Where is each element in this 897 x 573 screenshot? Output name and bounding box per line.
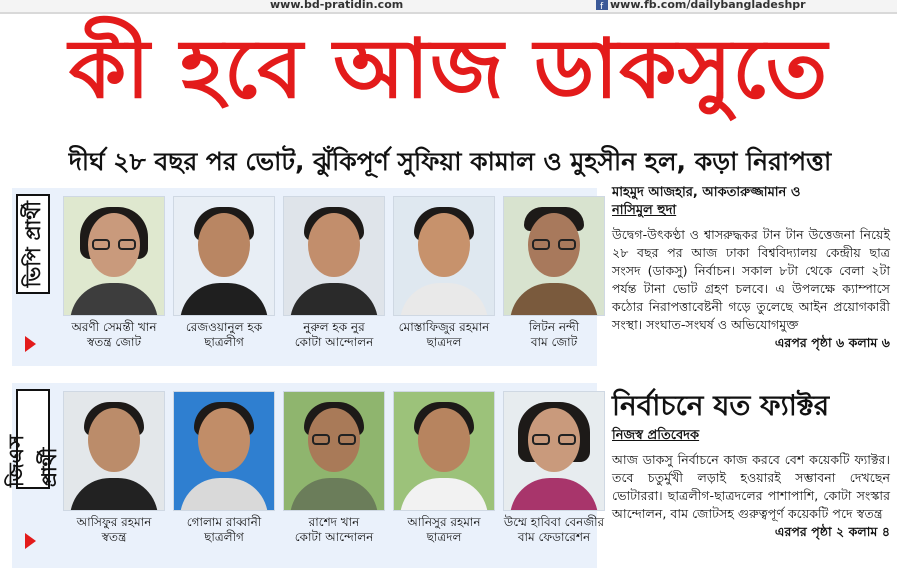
story-body (612, 226, 890, 350)
sub-headline: দীর্ঘ ২৮ বছর পর ভোট, ঝুঁকিপূর্ণ সুফিয়া কামাল ও মুহসীন হল, কড়া নিরাপত্তা (68, 147, 832, 176)
candidate-party: স্বতন্ত্র জোট (86, 335, 142, 349)
gs-side (4, 383, 61, 568)
byline-line-1: মাহমুদ আজহার, আকতারুজ্জামান ও (612, 185, 801, 200)
candidate-card (58, 196, 170, 350)
candidate-party: কোটা আন্দোলন (294, 335, 374, 349)
vp-candidates-band (12, 188, 597, 366)
candidate-party: কোটা আন্দোলন (294, 530, 374, 544)
candidate-party: বাম জোট (530, 335, 578, 349)
lead-story (612, 184, 890, 352)
candidate-party: ছাত্রদল (426, 335, 462, 349)
candidate-card (498, 391, 610, 545)
candidate-party: বাম ফেডারেশন (517, 530, 591, 544)
candidate-name: গোলাম রাব্বানী (186, 515, 262, 529)
facebook-icon (596, 0, 608, 10)
vp-side (12, 188, 50, 366)
candidate-party: ছাত্রদল (426, 530, 462, 544)
candidate-photo (173, 391, 275, 511)
continued-link[interactable]: এরপর পৃষ্ঠা ৬ কলাম ৬ (774, 335, 890, 350)
candidate-name: অরণী সেমন্তী খান (71, 320, 157, 334)
gs-candidates-band (4, 383, 605, 568)
second-story (612, 383, 890, 541)
candidate-party: ছাত্রলীগ (204, 335, 244, 349)
svg-text:f: f (600, 2, 604, 10)
candidate-card (58, 391, 170, 545)
candidate-name: নুরুল হক নুর (303, 320, 365, 334)
candidate-photo (283, 196, 385, 316)
continued-link[interactable]: এরপর পৃষ্ঠা ২ কলাম ৪ (774, 524, 890, 539)
candidate-name: আনিসুর রহমান (407, 515, 481, 529)
candidate-name: রাশেদ খান (308, 515, 360, 529)
candidate-card (278, 196, 390, 350)
candidate-name: লিটন নন্দী (528, 320, 580, 334)
candidate-photo (393, 196, 495, 316)
candidate-party: স্বতন্ত্র (101, 530, 127, 544)
candidate-card (388, 196, 500, 350)
vp-label: ভিপি প্রার্থী (20, 200, 45, 288)
candidate-name: রেজওয়ানুল হক (185, 320, 263, 334)
candidate-photo (503, 196, 605, 316)
candidate-card (388, 391, 500, 545)
arrow-icon (25, 336, 36, 352)
top-strip (0, 0, 897, 14)
vp-label-box (16, 194, 50, 294)
candidate-photo (173, 196, 275, 316)
arrow-icon (25, 533, 36, 549)
candidate-photo (63, 391, 165, 511)
candidate-name: মোস্তাফিজুর রহমান (398, 320, 490, 334)
candidate-card (168, 196, 280, 350)
facebook-url[interactable]: www.fb.com/dailybangladeshpr (610, 0, 806, 11)
byline-line-2: নাসিমুল হুদা (612, 203, 677, 218)
candidate-card (278, 391, 390, 545)
candidate-photo (393, 391, 495, 511)
candidate-card (498, 196, 610, 350)
gs-label: জিএস প্রার্থী (4, 434, 61, 487)
candidate-name: উম্মে হাবিবা বেনজীর (503, 515, 605, 529)
candidate-photo (63, 196, 165, 316)
candidate-photo (283, 391, 385, 511)
story-byline: নিজস্ব প্রতিবেদক (612, 428, 700, 443)
story-text: উদ্বেগ-উৎকণ্ঠা ও শ্বাসরুদ্ধকর টান টান উত্তেজনা নিয়েই ২৮ বছর পর আজ ঢাকা বিশ্ববিদ্যালয় কেন্দ্রীয় ছাত্র সংসদ (ডাকসু) নির্বাচন। সকাল ৮টা থেকে বেলা ২টা পর্যন্ত টানা ভোট গ্রহণ চলবে। এ উপলক্ষে ক্যাম্পাসে কঠোর নিরাপত্তাবেষ্টনী গড়ে তুলেছে আইন প্রয়োগকারী সংস্থা। সংঘাত-সংঘর্ষ ও অভিযোগমুক্ত (612, 227, 890, 332)
story-body (612, 451, 890, 539)
candidate-party: ছাত্রলীগ (204, 530, 244, 544)
gs-label-box (4, 389, 61, 489)
main-headline: কী হবে আজ ডাকসুতে (68, 22, 829, 117)
candidate-card (168, 391, 280, 545)
candidate-photo (503, 391, 605, 511)
website-url[interactable]: www.bd-pratidin.com (270, 0, 404, 11)
story-byline (612, 184, 890, 220)
story-text: আজ ডাকসু নির্বাচনে কাজ করবে বেশ কয়েকটি ফ্যাক্টর। তবে চতুর্মুখী লড়াই হওয়ারই সম্ভাবনা দেখছেন ভোটাররা। ছাত্রলীগ-ছাত্রদলের পাশাপাশি, কোটা সংস্কার আন্দোলন, বাম জোটসহ গুরুত্বপূর্ণ কয়েকটি পদে স্বতন্ত্র (612, 452, 890, 521)
story-headline: নির্বাচনে যত ফ্যাক্টর (612, 389, 830, 422)
candidate-name: আসিফুর রহমান (76, 515, 152, 529)
